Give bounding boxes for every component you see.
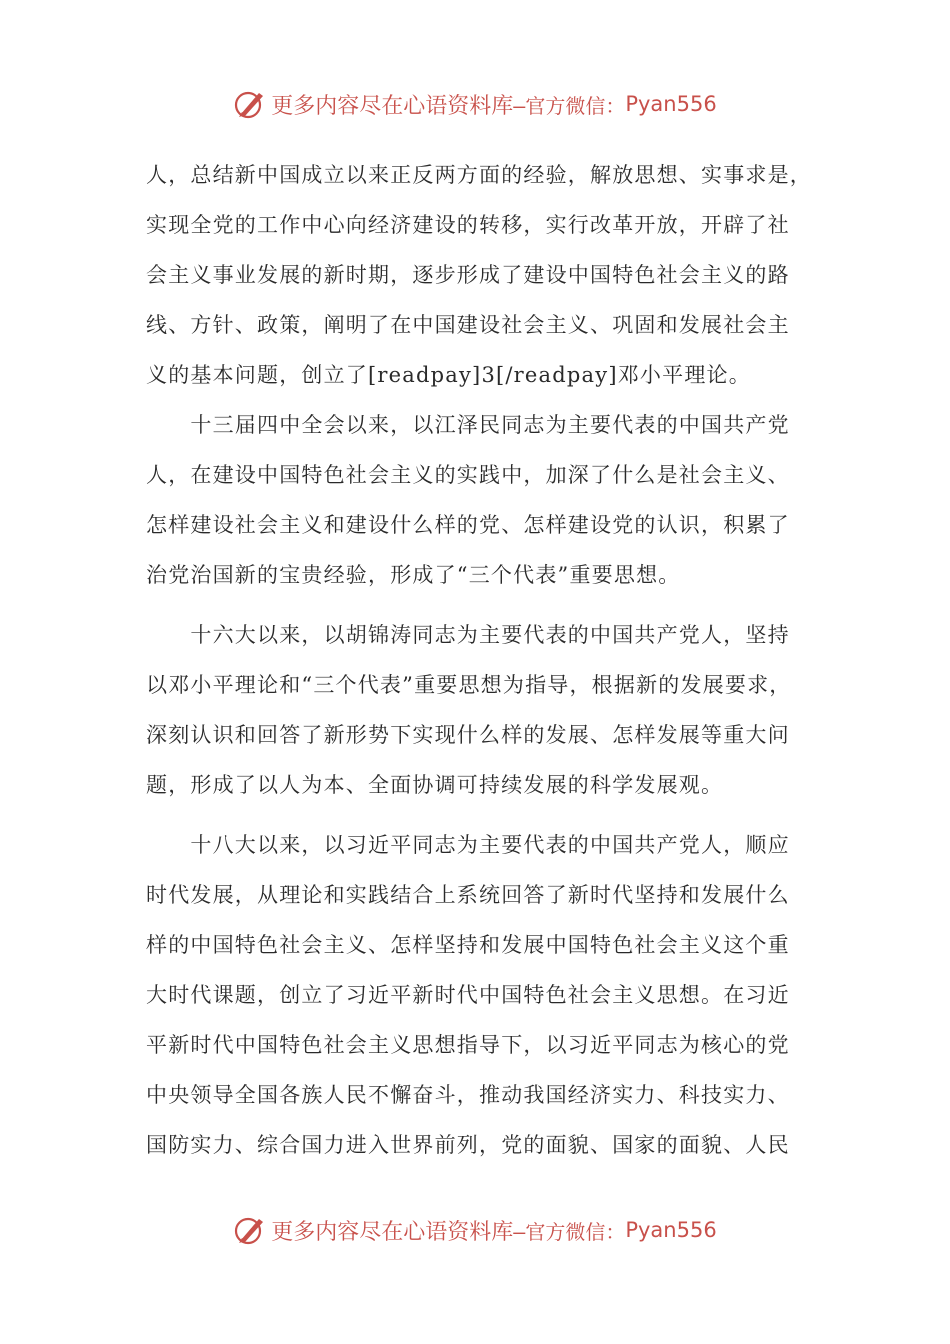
text-line: 人，在建设中国特色社会主义的实践中，加深了什么是社会主义、 bbox=[146, 463, 790, 487]
text-line: 大时代课题，创立了习近平新时代中国特色社会主义思想。在习近 bbox=[146, 983, 790, 1007]
text-line: 国防实力、综合国力进入世界前列，党的面貌、国家的面貌、人民 bbox=[146, 1133, 790, 1157]
text-line: 样的中国特色社会主义、怎样坚持和发展中国特色社会主义这个重 bbox=[146, 933, 790, 957]
text-line: 会主义事业发展的新时期，逐步形成了建设中国特色社会主义的路 bbox=[146, 263, 790, 287]
paragraph-4 bbox=[146, 820, 806, 1170]
paragraph-1 bbox=[146, 150, 812, 400]
pen-logo-icon bbox=[233, 1213, 267, 1247]
text-line: 人，总结新中国成立以来正反两方面的经验，解放思想、实事求是， bbox=[146, 163, 812, 187]
paragraph-3 bbox=[146, 610, 806, 810]
document-body bbox=[146, 150, 812, 1170]
text-line: 题，形成了以人为本、全面协调可持续发展的科学发展观。 bbox=[146, 773, 724, 797]
paragraph-2 bbox=[146, 400, 806, 600]
text-line: 实现全党的工作中心向经济建设的转移，实行改革开放，开辟了社 bbox=[146, 213, 790, 237]
text-line: 治党治国新的宝贵经验，形成了“三个代表”重要思想。 bbox=[146, 563, 681, 587]
text-line: 中央领导全国各族人民不懈奋斗，推动我国经济实力、科技实力、 bbox=[146, 1083, 790, 1107]
text-line: 义的基本问题，创立了[readpay]3[/readpay]邓小平理论。 bbox=[146, 363, 751, 387]
pen-logo-icon bbox=[233, 87, 267, 121]
text-line: 深刻认识和回答了新形势下实现什么样的发展、怎样发展等重大问 bbox=[146, 723, 790, 747]
text-line: 时代发展，从理论和实践结合上系统回答了新时代坚持和发展什么 bbox=[146, 883, 790, 907]
text-line: 十六大以来，以胡锦涛同志为主要代表的中国共产党人，坚持 bbox=[146, 623, 790, 647]
text-line: 以邓小平理论和“三个代表”重要思想为指导，根据新的发展要求， bbox=[146, 673, 792, 697]
banner-main-text: 更多内容尽在心语资料库 bbox=[271, 1219, 514, 1245]
text-line: 线、方针、政策，阐明了在中国建设社会主义、巩固和发展社会主 bbox=[146, 313, 790, 337]
text-line: 十八大以来，以习近平同志为主要代表的中国共产党人，顺应 bbox=[146, 833, 790, 857]
header-banner bbox=[0, 84, 950, 124]
banner-wechat-id: Pyan556 bbox=[625, 1218, 717, 1242]
text-line: 十三届四中全会以来，以江泽民同志为主要代表的中国共产党 bbox=[146, 413, 790, 437]
banner-wechat-id: Pyan556 bbox=[625, 92, 717, 116]
footer-banner bbox=[0, 1210, 950, 1250]
text-line: 怎样建设社会主义和建设什么样的党、怎样建设党的认识，积累了 bbox=[146, 513, 790, 537]
paragraph-gap bbox=[146, 600, 806, 610]
paragraph-gap bbox=[146, 810, 806, 820]
banner-main-text: 更多内容尽在心语资料库 bbox=[271, 93, 514, 119]
text-line: 平新时代中国特色社会主义思想指导下，以习近平同志为核心的党 bbox=[146, 1033, 790, 1057]
banner-dash-text: —官方微信： bbox=[513, 93, 626, 118]
banner-dash-text: —官方微信： bbox=[513, 1219, 626, 1244]
